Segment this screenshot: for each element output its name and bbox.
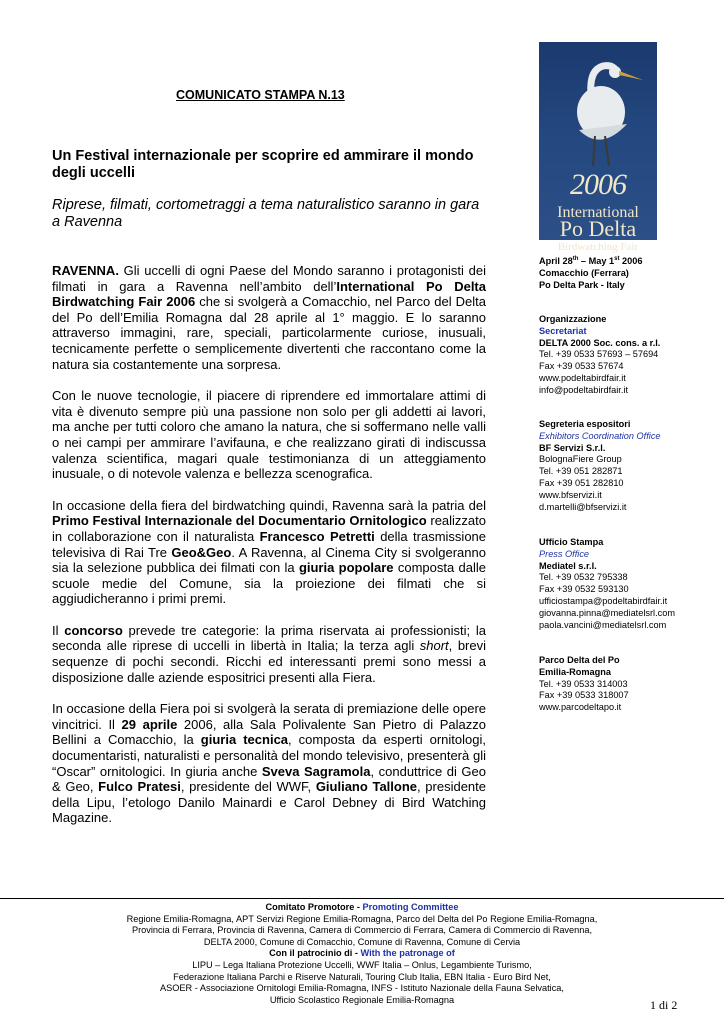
press-mail-2[interactable]: giovanna.pinna@mediatelsrl.com — [539, 607, 675, 618]
paragraph-5 — [52, 701, 486, 826]
press-tel: Tel. +39 0532 795338 — [539, 572, 628, 583]
text-run: Sveva Sagramola — [261, 763, 371, 779]
organizer-sub: Secretariat — [539, 325, 587, 336]
park-web[interactable]: www.parcodeltapo.it — [539, 702, 622, 713]
patronage-line-1: LIPU – Lega Italiana Protezione Uccelli, WWF Italia – Onlus, Legambiente Turismo, — [192, 959, 532, 970]
dates-year: 2006 — [619, 256, 643, 266]
exhibitors-fax: Fax +39 051 282810 — [539, 477, 624, 488]
text-run: In occasione della Fiera poi si svolgerà la serata di premiazione delle opere vincitrici. Il — [52, 701, 486, 732]
text-run: realizzato in collaborazione con il naturalista — [52, 513, 486, 544]
promoting-line-2: Provincia di Ferrara, Provincia di Ravenna, Camera di Commercio di Ferrara, Camera di Commercio di Ravenna, — [131, 925, 593, 936]
text-run: Geo&Geo — [171, 544, 232, 560]
patronage-heading — [20, 948, 704, 960]
organizer-web[interactable]: www.podeltabirdfair.it — [539, 372, 626, 383]
event-place: Comacchio (Ferrara) — [539, 267, 629, 278]
dates-end: – May 1 — [578, 256, 615, 266]
text-run: 29 aprile — [121, 716, 178, 732]
text-run: Giuliano Tallone — [315, 779, 418, 795]
exhibitors-web[interactable]: www.bfservizi.it — [539, 489, 602, 500]
press-office-block — [539, 537, 719, 631]
text-run: Gli uccelli di ogni Paese del Mondo saranno i protagonisti dei filmati in gara a Ravenna nell’ambito dell’ — [52, 263, 486, 294]
article-body — [52, 263, 486, 842]
patronage-label-en: With the patronage of — [360, 948, 455, 959]
text-run: In occasione della fiera del birdwatching quindi, Ravenna sarà la patria del — [52, 497, 486, 513]
text-run: Primo Festival Internazionale del Documentario Ornitologico — [52, 513, 427, 529]
park-block — [539, 655, 719, 714]
text-run: , brevi sequenze di pochi secondi. Ricchi ed interessanti premi sono messi a disposizione dalle aziende espositrici presenti alla Fiera. — [52, 638, 486, 685]
event-logo — [539, 42, 657, 253]
page-title: COMUNICATO STAMPA N.13 — [176, 88, 345, 102]
organizer-mail[interactable]: info@podeltabirdfair.it — [539, 384, 629, 395]
text-run: Con le nuove tecnologie, il piacere di riprendere ed immortalare attimi di vita è divenuto sempre più una passione non solo per gli addetti ai lavori, ma anche per tutti coloro che amano la natura, che si soffermano nelle valli o nei campi per ammirare l’avifauna, e che realizzano girati di indiscussa valenza scientifica, magari quale testimonianza di un atteggiamento inusuale, o di notevole valenza e bellezza scenografica. — [52, 388, 486, 482]
exhibitors-mail[interactable]: d.martelli@bfservizi.it — [539, 501, 627, 512]
text-run: Francesco Petretti — [259, 528, 375, 544]
text-run: composta dalle scuole medie del Comune, sia la proiezione dei filmati che si aggiudicheranno i primi premi. — [52, 560, 486, 607]
headline: Un Festival internazionale per scoprire ed ammirare il mondo degli uccelli — [52, 148, 474, 181]
patronage-line-4: Ufficio Scolastico Regionale Emilia-Romagna — [269, 994, 455, 1005]
paragraph-3 — [52, 498, 486, 607]
event-info — [539, 256, 719, 291]
text-run: Il — [52, 622, 65, 638]
paragraph-2 — [52, 388, 486, 482]
press-mail-1[interactable]: ufficiostampa@podeltabirdfair.it — [539, 595, 668, 606]
text-run: della trasmissione televisiva di Rai Tre — [52, 528, 487, 560]
organizer-tel: Tel. +39 0533 57693 – 57694 — [539, 349, 659, 360]
dates-sup-1: th — [572, 255, 579, 262]
organizer-name: DELTA 2000 Soc. cons. a r.l. — [539, 337, 661, 348]
logo-line-2: Po Delta — [559, 216, 637, 241]
press-sub: Press Office — [539, 548, 590, 559]
paragraph-1 — [52, 263, 486, 372]
logo-line-1: International — [557, 204, 639, 221]
patronage-line-2: Federazione Italiana Parchi e Riserve Naturali, Touring Club Italia, EBN Italia - Euro Bird Net, — [173, 971, 551, 982]
text-run: prevede tre categorie: la prima riservata ai professionisti; la seconda alle riprese di uccelli in libertà in Italia; la terza agli — [52, 622, 486, 654]
press-heading: Ufficio Stampa — [539, 537, 604, 547]
promoting-line-1: Regione Emilia-Romagna, APT Servizi Regione Emilia-Romagna, Parco del Delta del Po Regione Emilia-Romagna, — [126, 913, 598, 924]
text-run: giuria popolare — [298, 560, 394, 576]
exhibitors-block — [539, 419, 719, 513]
exhibitors-name: BF Servizi S.r.l. — [539, 442, 606, 453]
text-run: Fulco Pratesi — [98, 779, 181, 795]
press-name: Mediatel s.r.l. — [539, 560, 597, 571]
text-run: , conduttrice di Geo & Geo, — [52, 763, 486, 795]
promoting-committee-heading — [20, 902, 704, 914]
park-fax: Fax +39 0533 318007 — [539, 690, 629, 701]
text-run: 2006, alla Sala Polivalente San Pietro di Palazzo Bellini a Comacchio, la — [52, 716, 486, 748]
text-run: giuria tecnica — [200, 732, 289, 748]
page-number: 1 di 2 — [650, 998, 678, 1012]
park-heading-1: Parco Delta del Po — [539, 655, 620, 665]
park-tel: Tel. +39 0533 314003 — [539, 678, 628, 689]
logo-line-3: Birdwatching Fair — [557, 241, 639, 253]
exhibitors-sub: Exhibitors Coordination Office — [539, 430, 661, 441]
park-heading-2: Emilia-Romagna — [539, 666, 611, 677]
press-fax: Fax +39 0532 593130 — [539, 584, 629, 595]
text-run: , presidente della Lipu, l’etologo Danilo Mainardi e Carol Debney di Bird Watching Magazine. — [52, 779, 486, 826]
organizer-block — [539, 314, 719, 397]
promoting-label: Comitato Promotore - — [265, 902, 363, 912]
text-run: , presidente del WWF, — [180, 779, 316, 795]
text-run: International Po Delta Birdwatching Fair 2006 — [52, 278, 486, 310]
text-run: RAVENNA. — [52, 263, 119, 278]
text-run: short — [419, 638, 449, 654]
dates-sup-2: st — [614, 255, 620, 262]
patronage-line-3: ASOER - Associazione Ornitologi Emilia-Romagna, INFS - Istituto Nazionale della Fauna Selvatica, — [160, 983, 564, 994]
subheadline: Riprese, filmati, cortometraggi a tema naturalistico saranno in gara a Ravenna — [52, 197, 480, 230]
exhibitors-tel: Tel. +39 051 282871 — [539, 466, 623, 477]
exhibitors-heading: Segreteria espositori — [539, 419, 631, 429]
paragraph-4 — [52, 623, 486, 685]
organizer-heading: Organizzazione — [539, 314, 607, 324]
text-run: concorso — [64, 622, 123, 638]
dates-start: April 28 — [539, 256, 573, 266]
press-mail-3[interactable]: paola.vancini@mediatelsrl.com — [539, 619, 667, 630]
exhibitors-group: BolognaFiere Group — [539, 454, 622, 465]
patronage-label: Con il patrocinio di - — [269, 948, 361, 959]
logo-year: 2006 — [570, 168, 626, 201]
text-run: . A Ravenna, al Cinema City si svolgeranno sia la selezione pubblica dei filmati con la — [52, 544, 486, 576]
text-run: , composta da esperti ornitologi, documentaristi, naturalisti e personalità del mondo televisivo, presenterà gli “Oscar” ornitologici. In giuria anche — [52, 732, 486, 779]
footer-divider — [0, 898, 724, 899]
promoting-label-en: Promoting Committee — [362, 902, 459, 912]
organizer-fax: Fax +39 0533 57674 — [539, 361, 624, 372]
promoting-line-3: DELTA 2000, Comune di Comacchio, Comune di Ravenna, Comune di Cervia — [203, 936, 521, 947]
event-dates — [539, 256, 719, 268]
footer — [20, 902, 704, 1006]
event-park: Po Delta Park - Italy — [539, 279, 625, 290]
text-run: che si svolgerà a Comacchio, nel Parco del Delta del Po dell’Emilia Romagna dal 28 aprile al 1° maggio. E lo saranno attraverso immagini, rare, speciali, particolarmente curiose, inusuali, tecnicamente perfette o semplicemente divertenti che raccontano come la natura sia costantemente una sorpresa. — [52, 294, 486, 372]
